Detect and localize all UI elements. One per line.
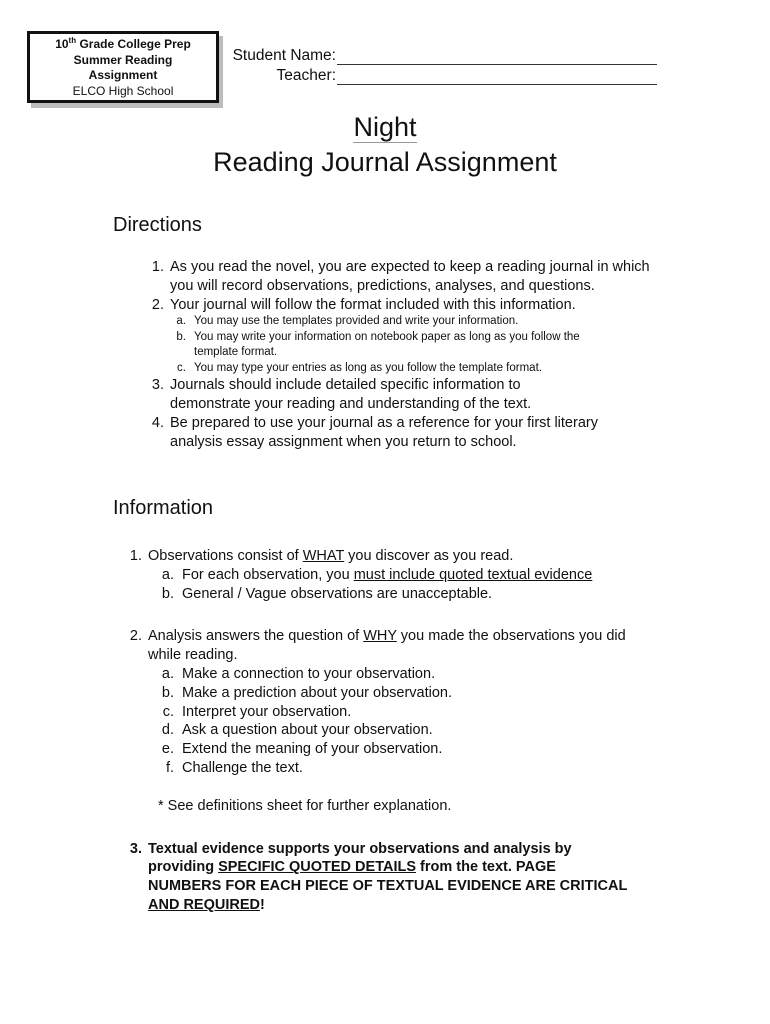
sub-list-item: f. Challenge the text. bbox=[165, 759, 303, 776]
sub-list-item: c. You may type your entries as long as you follow the template format. bbox=[177, 361, 542, 374]
assignment-line: Assignment bbox=[88, 68, 158, 82]
teacher-line[interactable] bbox=[337, 70, 657, 85]
sub-list-item: b. General / Vague observations are unacceptable. bbox=[161, 585, 493, 602]
student-fields bbox=[230, 45, 657, 85]
assignment-label-box bbox=[27, 31, 219, 103]
information-heading: Information bbox=[113, 497, 214, 519]
school-name: ELCO High School bbox=[72, 83, 174, 98]
directions-list bbox=[140, 258, 660, 452]
list-item: 3. Journals should include detailed specific information to demonstrate your reading and understanding of the text. bbox=[151, 377, 532, 413]
sub-list-item: a. Make a connection to your observation. bbox=[161, 665, 436, 682]
definitions-note: * See definitions sheet for further explanation. bbox=[158, 797, 452, 814]
teacher-label: Teacher: bbox=[276, 67, 336, 84]
summer-reading-line: Summer Reading bbox=[73, 52, 173, 67]
information-list bbox=[118, 547, 678, 915]
student-name-label: Student Name: bbox=[232, 47, 336, 64]
teacher-row bbox=[230, 65, 657, 85]
sub-list-item: e. Extend the meaning of your observation. bbox=[161, 741, 443, 758]
list-item: 1. As you read the novel, you are expected to keep a reading journal in which you will record observations, predictions, analyses, and questions. bbox=[151, 259, 650, 294]
assignment-title: Reading Journal Assignment bbox=[213, 147, 557, 177]
list-item: 4. Be prepared to use your journal as a reference for your first literary analysis essay assignment when you return to school. bbox=[151, 414, 598, 450]
sub-list-item: b. Make a prediction about your observation. bbox=[161, 684, 453, 701]
list-item: 3. Textual evidence supports your observations and analysis by providing SPECIFIC QUOTED DETAILS from the text. PAGE NUMBERS FOR EACH PIECE OF TEXTUAL EVIDENCE ARE CRITICAL AND REQUIRED! bbox=[129, 840, 628, 913]
directions-heading: Directions bbox=[113, 214, 202, 236]
list-item: 2. Your journal will follow the format included with this information. bbox=[151, 296, 576, 313]
list-item: 1. Observations consist of WHAT you discover as you read. bbox=[129, 548, 514, 564]
sub-list-item: d. Ask a question about your observation. bbox=[161, 722, 433, 739]
page-title bbox=[0, 110, 770, 180]
sub-list-item: c. Interpret your observation. bbox=[162, 703, 352, 720]
book-title: Night bbox=[353, 112, 417, 142]
list-item: 2. Analysis answers the question of WHY you made the observations you did while reading. bbox=[129, 628, 626, 664]
student-name-row bbox=[230, 45, 657, 65]
student-name-line[interactable] bbox=[337, 50, 657, 65]
grade-line: 10th Grade College Prep bbox=[55, 36, 191, 51]
sub-list-item: b. You may write your information on notebook paper as long as you follow the template format. bbox=[176, 330, 580, 359]
sub-list-item: a. You may use the templates provided and write your information. bbox=[176, 315, 519, 328]
sub-list-item: a. For each observation, you must include quoted textual evidence bbox=[161, 566, 593, 583]
